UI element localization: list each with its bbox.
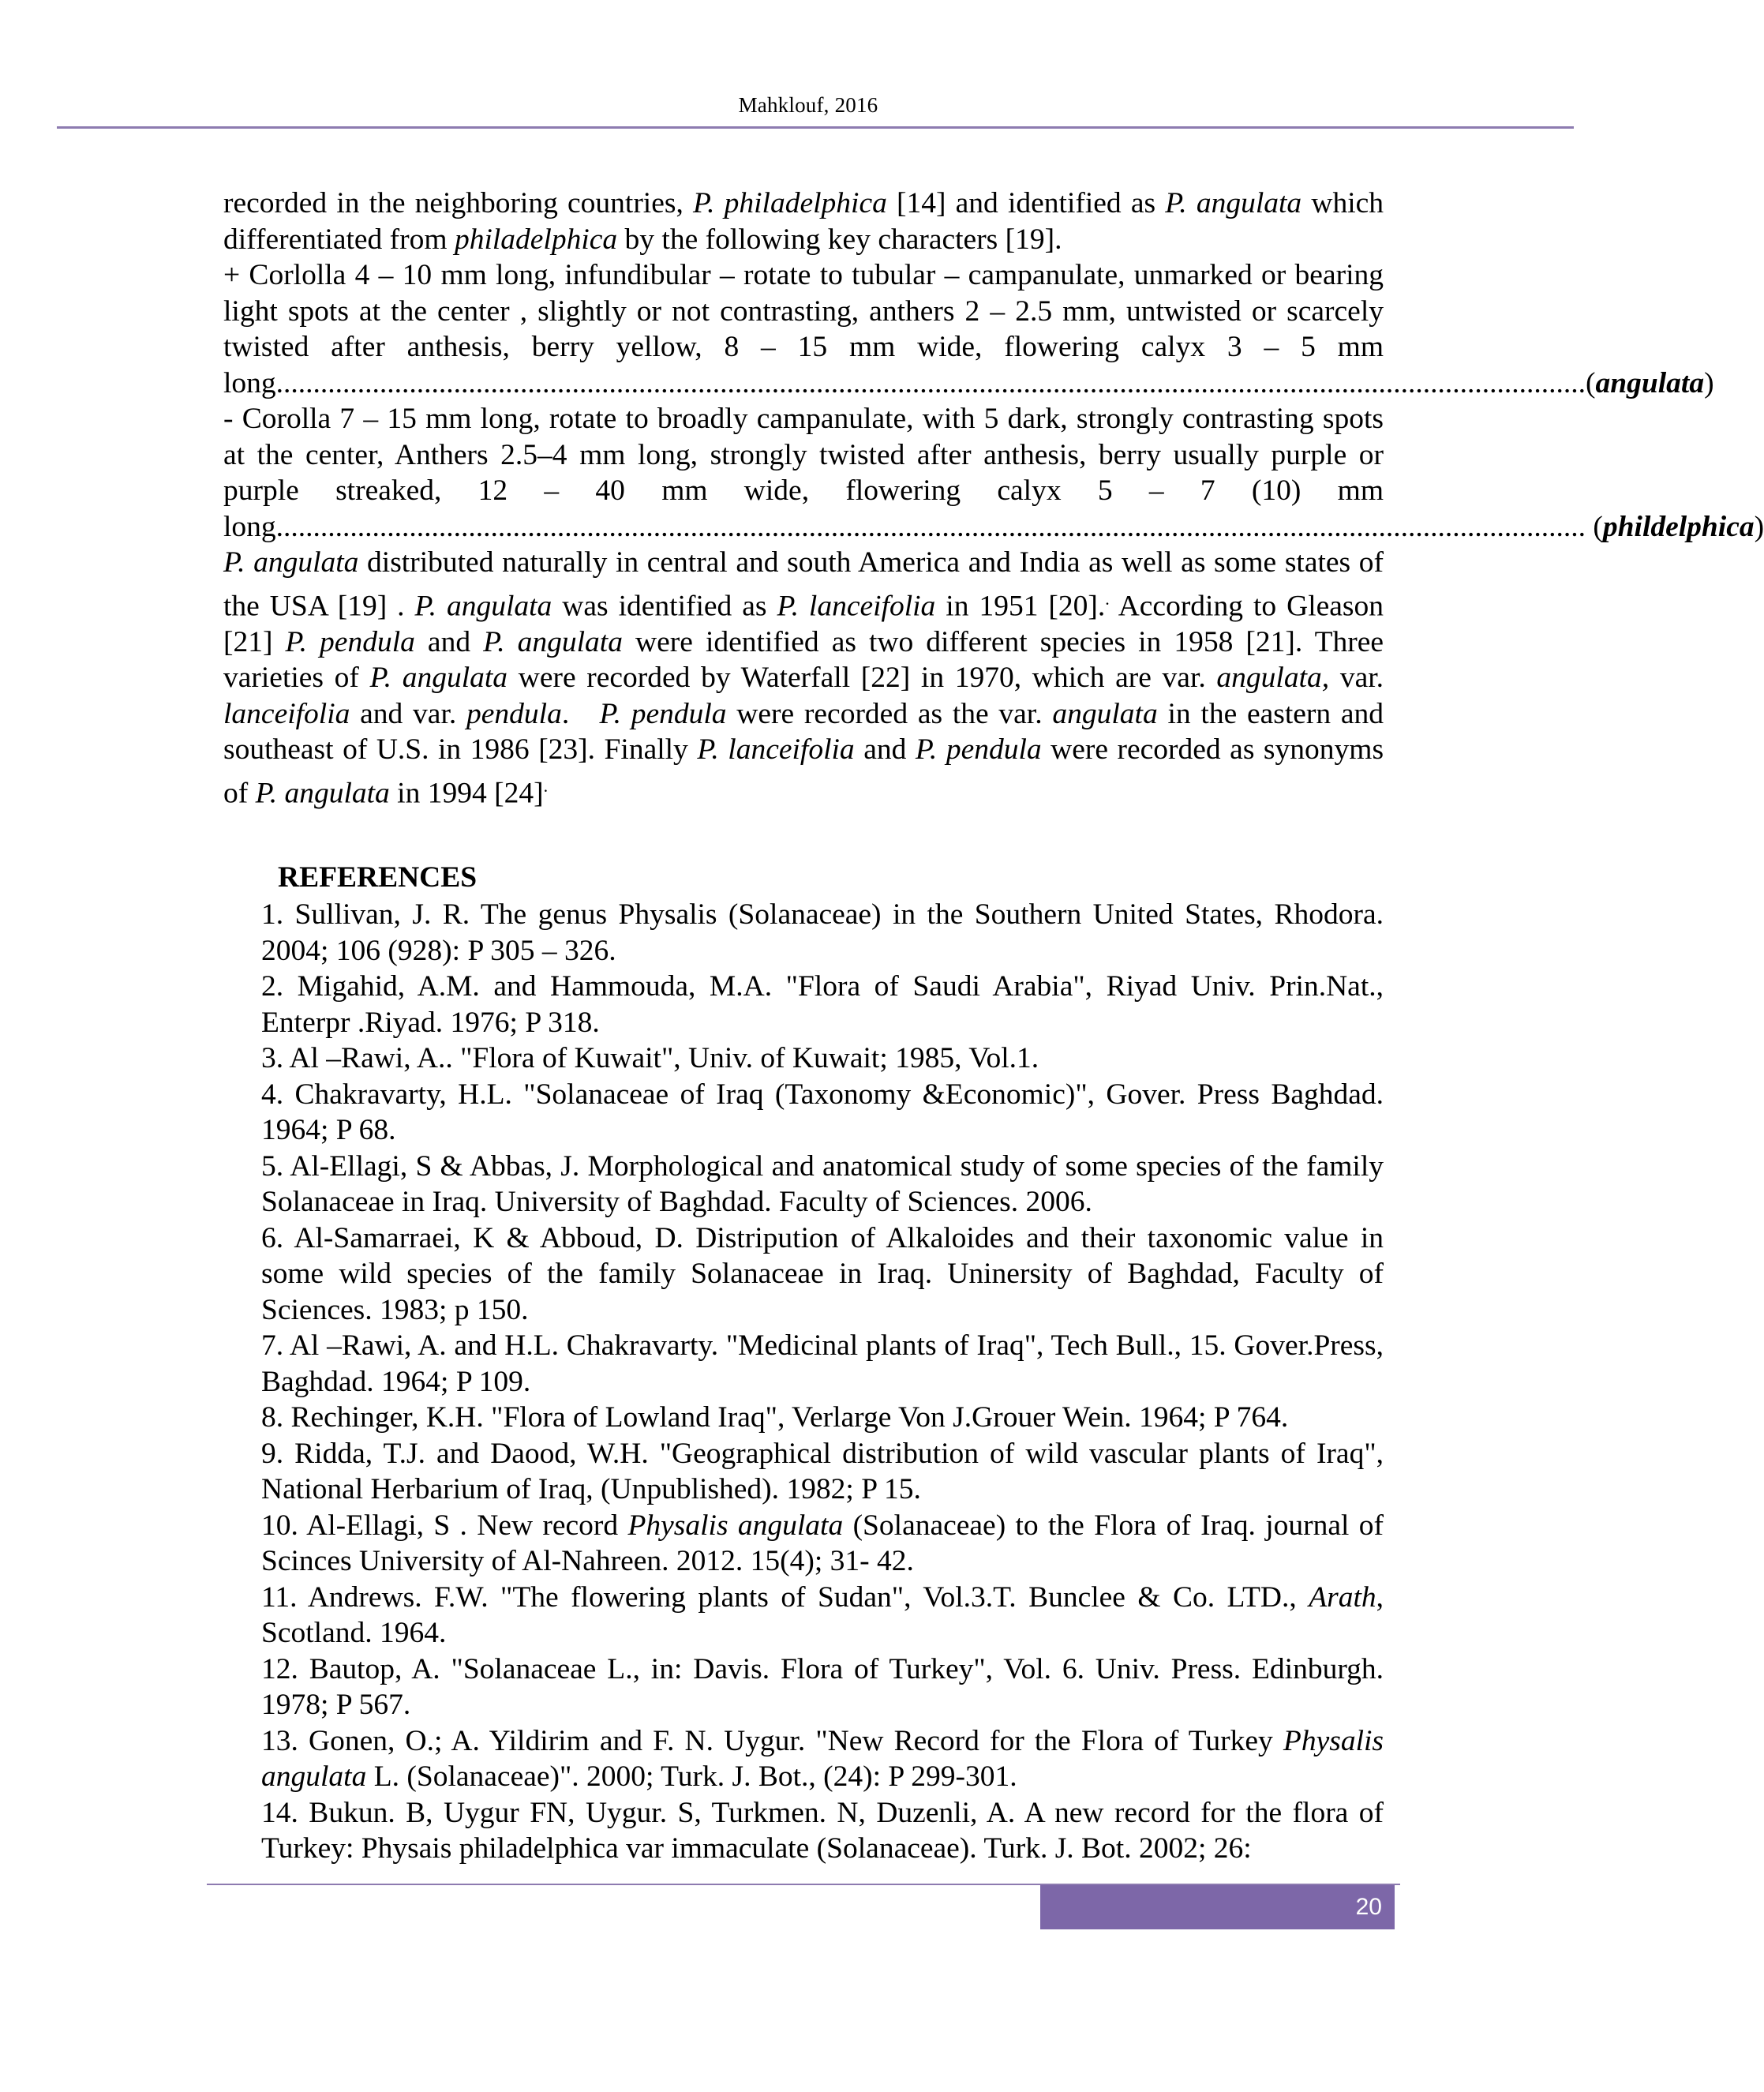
reference-item: 6. Al-Samarraei, K & Abboud, D. Distripution of Alkaloides and their taxonomic value in some wild species of the family Solanaceae in Iraq. Uninersity of Baghdad, Faculty of Sciences. 1983; p 150. [261, 1221, 1384, 1326]
key-leader-philadelphica: long ................................................................................................................................................................................. ( phildelphica ) [223, 510, 1764, 543]
paragraph-distribution: P. angulata distributed naturally in central and south America and India as well as some states of the USA [19] . P. angulata was identified as P. lanceifolia in 1951 [20].. According to Gleason [21] P. pendula and P. angulata were identified as two different species in 1958 [21]. Three varieties of P. angulata were recorded by Waterfall [22] in 1970, which are var. angulata, var. lanceifolia and var. pendula. P. pendula were recorded as the var. angulata in the eastern and southeast of U.S. in 1986 [23]. Finally P. lanceifolia and P. pendula were recorded as synonyms of P. angulata in 1994 [24]. [223, 546, 1384, 809]
references-list [261, 897, 1384, 1867]
reference-item: 14. Bukun. B, Uygur FN, Uygur. S, Turkmen. N, Duzenli, A. A new record for the flora of Turkey: Physais philadelphica var immaculate (Solanaceae). Turk. J. Bot. 2002; 26: [261, 1796, 1384, 1865]
reference-item: 7. Al –Rawi, A. and H.L. Chakravarty. "Medicinal plants of Iraq", Tech Bull., 15. Gover.Press, Baghdad. 1964; P 109. [261, 1329, 1384, 1398]
reference-item: 4. Chakravarty, H.L. "Solanaceae of Iraq (Taxonomy &Economic)", Gover. Press Baghdad. 1964; P 68. [261, 1078, 1384, 1146]
key-taxon-angulata: angulata [1595, 366, 1705, 399]
key-leader-angulata: long ................................................................................................................................................................................. ( angulata ) [223, 366, 1714, 399]
page-number: 20 [1040, 1885, 1395, 1929]
body-text [223, 186, 1764, 812]
references-heading: REFERENCES [278, 861, 478, 894]
key-taxon-philadelphica: phildelphica [1602, 510, 1755, 543]
paragraph-intro: recorded in the neighboring countries, P. philadelphica [14] and identified as P. angulata which differentiated from philadelphica by the following key characters [19]. [223, 187, 1384, 256]
reference-item: 9. Ridda, T.J. and Daood, W.H. "Geographical distribution of wild vascular plants of Iraq", National Herbarium of Iraq, (Unpublished). 1982; P 15. [261, 1437, 1384, 1505]
reference-item: 3. Al –Rawi, A.. "Flora of Kuwait", Univ. of Kuwait; 1985, Vol.1. [261, 1042, 1039, 1074]
reference-item: 2. Migahid, A.M. and Hammouda, M.A. "Flora of Saudi Arabia", Riyad Univ. Prin.Nat., Enterpr .Riyad. 1976; P 318. [261, 970, 1384, 1039]
reference-item: 11. Andrews. F.W. "The flowering plants of Sudan", Vol.3.T. Bunclee & Co. LTD., Arath, Scotland. 1964. [261, 1580, 1384, 1649]
reference-item: 8. Rechinger, K.H. "Flora of Lowland Iraq", Verlarge Von J.Grouer Wein. 1964; P 764. [261, 1401, 1289, 1434]
reference-item: 1. Sullivan, J. R. The genus Physalis (Solanaceae) in the Southern United States, Rhodora. 2004; 106 (928): P 305 – 326. [261, 898, 1384, 967]
reference-item: 12. Bautop, A. "Solanaceae L., in: Davis. Flora of Turkey", Vol. 6. Univ. Press. Edinburgh. 1978; P 567. [261, 1652, 1384, 1721]
key-entry-philadelphica: - Corolla 7 – 15 mm long, rotate to broadly campanulate, with 5 dark, strongly contrasting spots at the center, Anthers 2.5–4 mm long, strongly twisted after anthesis, berry usually purple or purple streaked, 12 – 40 mm wide, flowering calyx 5 – 7 (10) mm [223, 403, 1384, 507]
reference-item: 13. Gonen, O.; A. Yildirim and F. N. Uygur. "New Record for the Flora of Turkey Physalis angulata L. (Solanaceae)". 2000; Turk. J. Bot., (24): P 299-301. [261, 1724, 1384, 1793]
header-rule [57, 126, 1574, 129]
reference-item: 10. Al-Ellagi, S . New record Physalis angulata (Solanaceae) to the Flora of Iraq. journal of Scinces University of Al-Nahreen. 2012. 15(4); 31- 42. [261, 1509, 1384, 1577]
key-entry-angulata: + Corlolla 4 – 10 mm long, infundibular – rotate to tubular – campanulate, unmarked or bearing light spots at the center , slightly or not contrasting, anthers 2 – 2.5 mm, untwisted or scarcely twisted after anthesis, berry yellow, 8 – 15 mm wide, flowering calyx 3 – 5 mm [223, 259, 1384, 363]
reference-item: 5. Al-Ellagi, S & Abbas, J. Morphological and anatomical study of some species of the family Solanaceae in Iraq. University of Baghdad. Faculty of Sciences. 2006. [261, 1149, 1384, 1218]
running-head: Mahklouf, 2016 [738, 93, 878, 117]
